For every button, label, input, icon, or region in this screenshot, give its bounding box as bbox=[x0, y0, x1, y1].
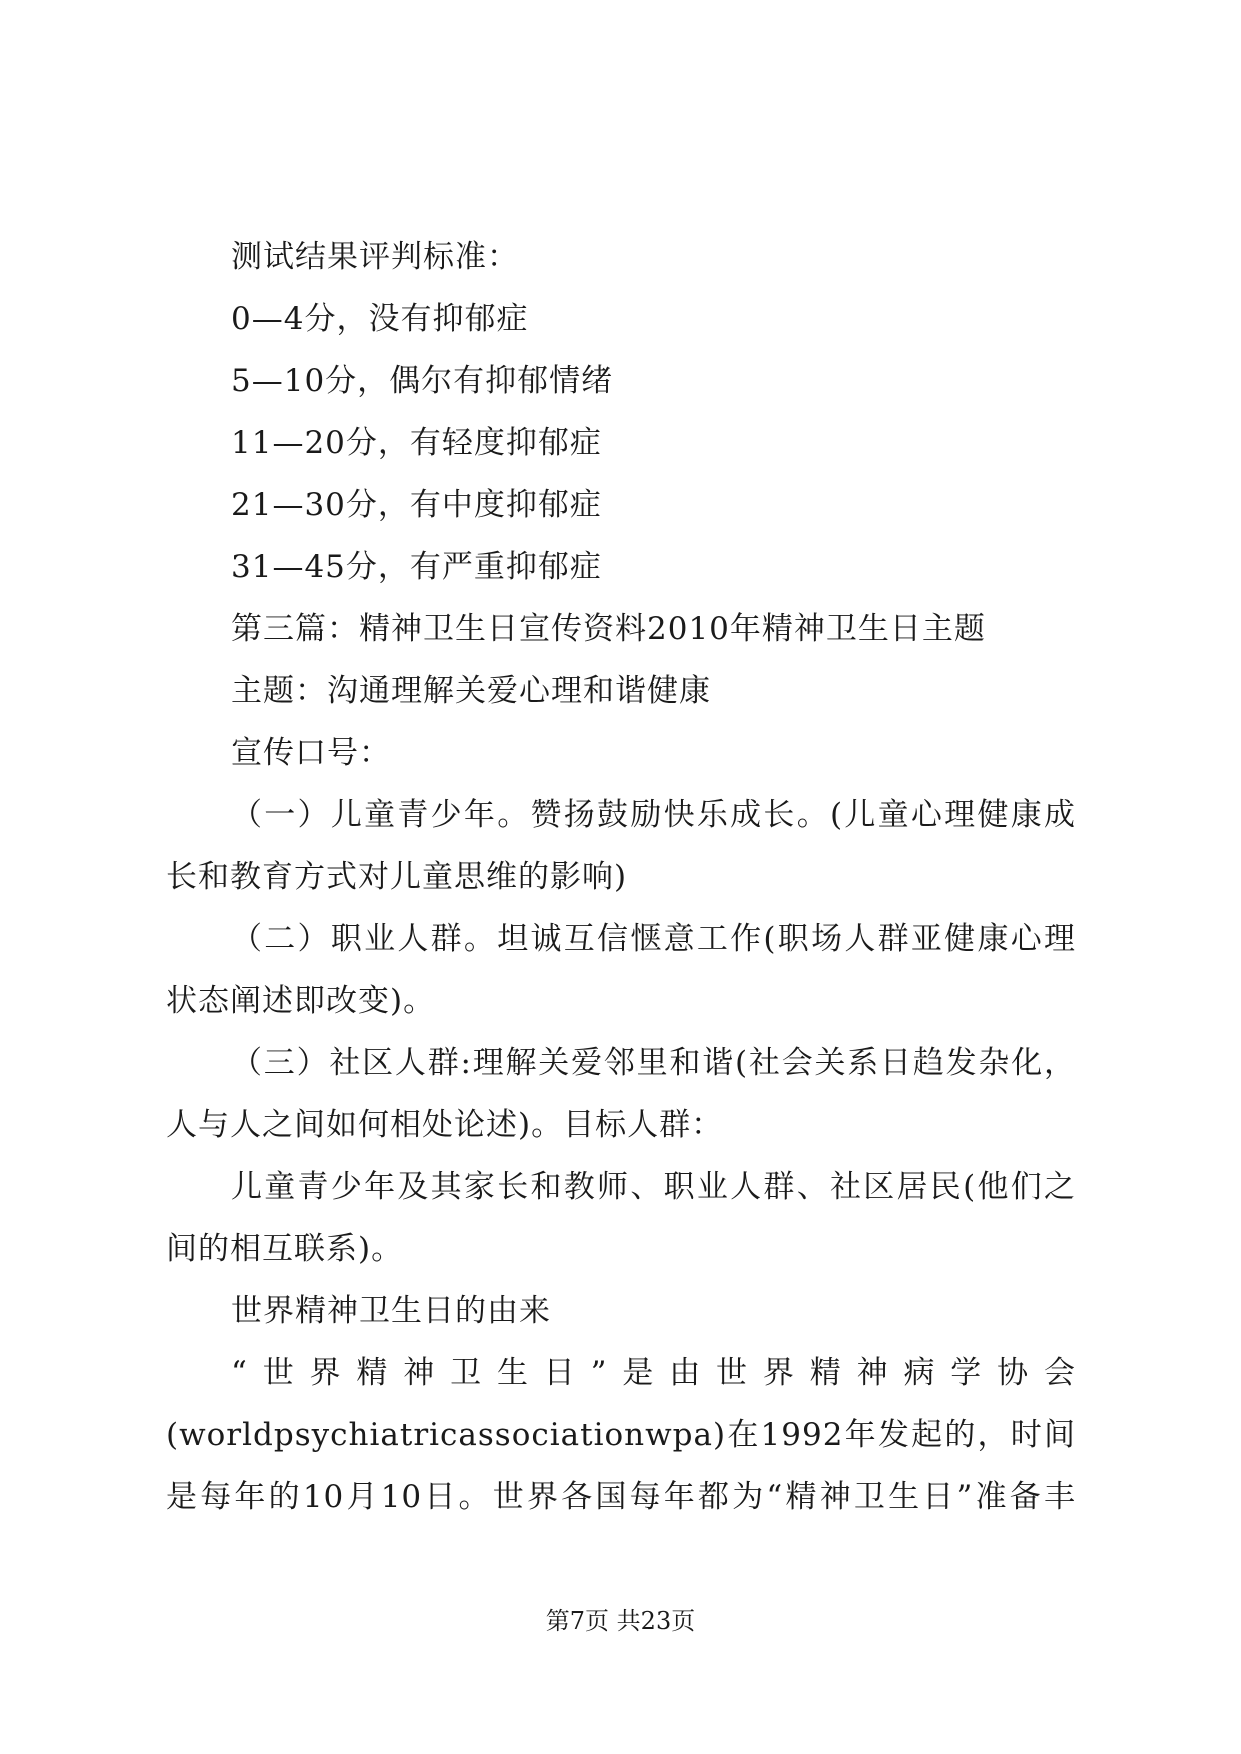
text-line: 长和教育方式对儿童思维的影响) bbox=[166, 859, 628, 895]
text-line: 儿童青少年及其家长和教师、职业人群、社区居民(他们之 bbox=[231, 1169, 1076, 1205]
text-line: “世界精神卫生日”是由世界精神病学协会 bbox=[231, 1355, 1076, 1391]
text-line: 11—20分，有轻度抑郁症 bbox=[231, 425, 602, 461]
text-line: 人与人之间如何相处论述)。目标人群： bbox=[166, 1107, 724, 1143]
text-line: 21—30分，有中度抑郁症 bbox=[231, 487, 602, 523]
text-line: 5—10分，偶尔有抑郁情绪 bbox=[231, 363, 614, 399]
text-line: 状态阐述即改变)。 bbox=[166, 983, 436, 1019]
text-line: 世界精神卫生日的由来 bbox=[231, 1293, 551, 1329]
text-line: 0—4分，没有抑郁症 bbox=[231, 301, 529, 337]
text-line: （三）社区人群:理解关爱邻里和谐(社会关系日趋发杂化， bbox=[231, 1045, 1076, 1081]
page-number-footer: 第7页 共23页 bbox=[545, 1607, 696, 1635]
text-line: 测试结果评判标准： bbox=[231, 239, 519, 275]
text-line: 间的相互联系)。 bbox=[166, 1231, 404, 1267]
text-line: 主题：沟通理解关爱心理和谐健康 bbox=[231, 673, 711, 709]
text-line: （二）职业人群。坦诚互信惬意工作(职场人群亚健康心理 bbox=[231, 921, 1076, 957]
text-line: 是每年的10月10日。世界各国每年都为“精神卫生日”准备丰 bbox=[166, 1479, 1076, 1515]
section-heading: 第三篇：精神卫生日宣传资料2010年精神卫生日主题 bbox=[231, 611, 986, 647]
text-line: 宣传口号： bbox=[231, 735, 391, 771]
text-line: (worldpsychiatricassociationwpa)在1992年发起的，时间 bbox=[166, 1417, 1076, 1453]
text-line: （一）儿童青少年。赞扬鼓励快乐成长。(儿童心理健康成 bbox=[231, 797, 1076, 833]
text-line: 31—45分，有严重抑郁症 bbox=[231, 549, 602, 585]
